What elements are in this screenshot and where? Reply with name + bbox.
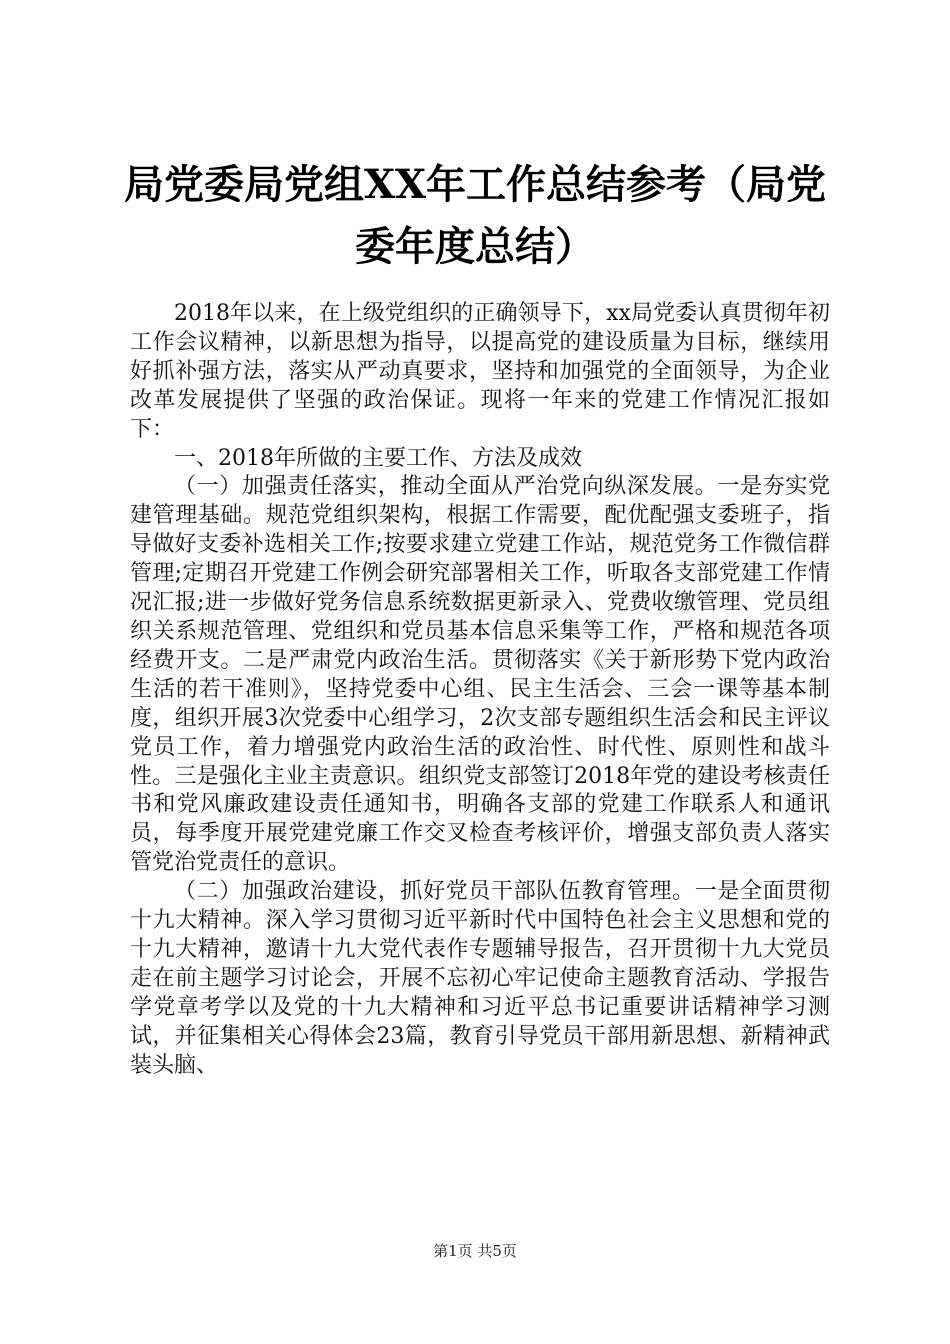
paragraph-intro: 2018年以来，在上级党组织的正确领导下，xx局党委认真贯彻年初工作会议精神，以新思想为指导，以提高党的建设质量为目标，继续用好抓补强方法，落实从严动真要求，坚持和加强党的全面领导，为企业改革发展提供了坚强的政治保证。现将一年来的党建工作情况汇报如下： — [130, 301, 830, 442]
document-title: 局党委局党组XX年工作总结参考（局党委年度总结） — [123, 161, 827, 270]
paragraph-responsibility: （一）加强责任落实，推动全面从严治党向纵深发展。一是夯实党建管理基础。规范党组织架构，根据工作需要，配优配强支委班子，指导做好支委补选相关工作;按要求建立党建工作站，规范党务工作微信群管理;定期召开党建工作例会研究部署相关工作，听取各支部党建工作情况汇报;进一步做好党务信息系统数据更新录入、党费收缴管理、党员组织关系规范管理、党组织和党员基本信息采集等工作，严格和规范各项经费开支。二是严肃党内政治生活。贯彻落实《关于新形势下党内政治生活的若干准则》，坚持党委中心组、民主生活会、三会一课等基本制度，组织开展3次党委中心组学习，2次支部专题组织生活会和民主评议党员工作，着力增强党内政治生活的政治性、时代性、原则性和战斗性。三是强化主业主责意识。组织党支部签订2018年党的建设考核责任书和党风廉政建设责任通知书，明确各支部的党建工作联系人和通讯员，每季度开展党建党廉工作交叉检查考核评价，增强支部负责人落实管党治党责任的意识。 — [130, 474, 830, 876]
page-number: 第1页 共5页 — [433, 1242, 517, 1260]
section-heading: 一、2018年所做的主要工作、方法及成效 — [174, 445, 582, 471]
paragraph-political-building: （二）加强政治建设，抓好党员干部队伍教育管理。一是全面贯彻十九大精神。深入学习贯彻习近平新时代中国特色社会主义思想和党的十九大精神，邀请十九大党代表作专题辅导报告，召开贯彻十九大党员走在前主题学习讨论会，开展不忘初心牢记使命主题教育活动、学报告学党章考学以及党的十九大精神和习近平总书记重要讲话精神学习测试，并征集相关心得体会23篇，教育引导党员干部用新思想、新精神武装头脑、 — [130, 879, 830, 1078]
document-body — [130, 300, 830, 1080]
